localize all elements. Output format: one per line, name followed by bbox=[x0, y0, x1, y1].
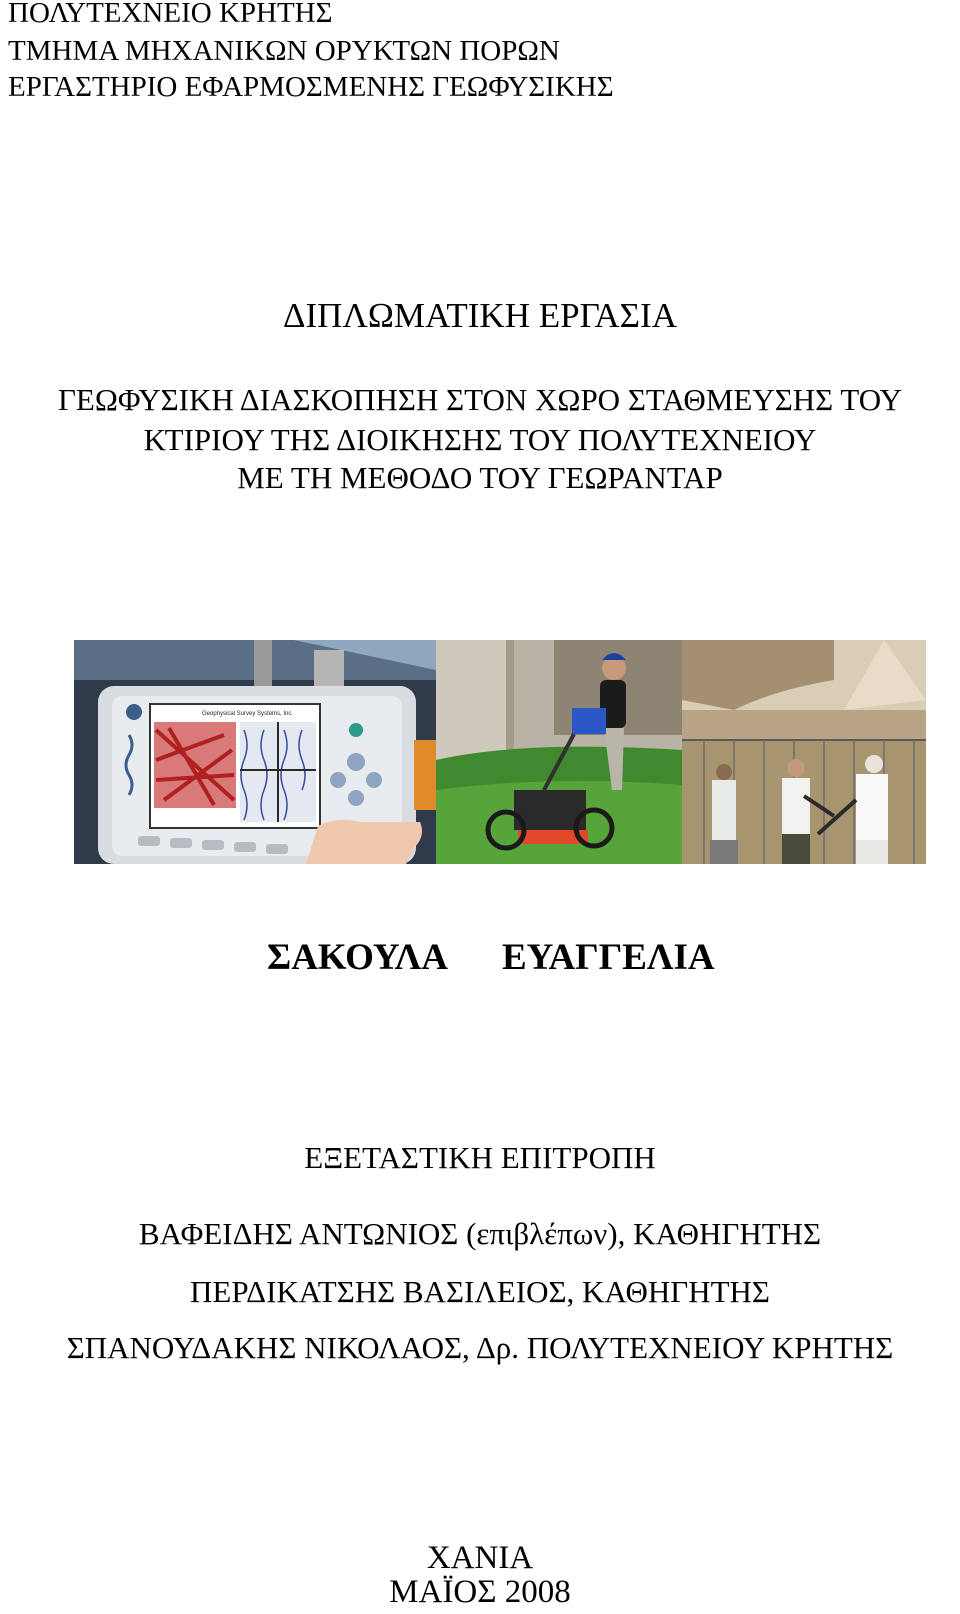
thesis-title-line-1: ΓΕΩΦΥΣΙΚΗ ΔΙΑΣΚΟΠΗΣΗ ΣΤΟΝ ΧΩΡΟ ΣΤΑΘΜΕΥΣΗΣ ΤΟΥ bbox=[58, 382, 902, 417]
committee-heading: ΕΞΕΤΑΣΤΙΚΗ ΕΠΙΤΡΟΠΗ bbox=[304, 1140, 656, 1175]
committee-member-2: ΠΕΡΔΙΚΑΤΣΗΣ ΒΑΣΙΛΕΙΟΣ, ΚΑΘΗΓΗΤΗΣ bbox=[190, 1274, 770, 1309]
thesis-type: ΔΙΠΛΩΜΑΤΙΚΗ ΕΡΓΑΣΙΑ bbox=[283, 296, 677, 335]
laboratory-name: ΕΡΓΑΣΤΗΡΙΟ ΕΦΑΡΜΟΣΜΕΝΗΣ ΓΕΩΦΥΣΙΚΗΣ bbox=[8, 71, 614, 103]
city: ΧΑΝΙΑ bbox=[426, 1540, 534, 1576]
committee-member-1: ΒΑΦΕΙΔΗΣ ΑΝΤΩΝΙΟΣ (επιβλέπων), ΚΑΘΗΓΗΤΗΣ bbox=[138, 1216, 822, 1251]
gpr-cart-field-photo bbox=[436, 640, 682, 864]
author-surname: ΣΑΚΟΥΛΑ bbox=[267, 937, 448, 978]
thesis-title-line-2: ΚΤΙΡΙΟΥ ΤΗΣ ΔΙΟΙΚΗΣΗΣ ΤΟΥ ΠΟΛΥΤΕΧΝΕΙΟΥ bbox=[143, 422, 817, 457]
author-given-name: ΕΥΑΓΓΕΛΙΑ bbox=[502, 937, 715, 978]
gpr-survey-sphinx-photo bbox=[682, 640, 926, 864]
university-name: ΠΟΛΥΤΕΧΝΕΙΟ ΚΡΗΤΗΣ bbox=[8, 0, 333, 29]
gpr-display-caption: Geophysical Survey Systems, Inc. bbox=[202, 711, 294, 717]
cover-photo-strip bbox=[74, 640, 926, 864]
department-name: ΤΜΗΜΑ ΜΗΧΑΝΙΚΩΝ ΟΡΥΚΤΩΝ ΠΟΡΩΝ bbox=[8, 35, 560, 67]
date: ΜΑΪΟΣ 2008 bbox=[389, 1574, 571, 1610]
gpr-control-unit-photo bbox=[74, 640, 436, 864]
committee-member-3: ΣΠΑΝΟΥΔΑΚΗΣ ΝΙΚΟΛΑΟΣ, Δρ. ΠΟΛΥΤΕΧΝΕΙΟΥ ΚΡΗΤΗΣ bbox=[66, 1330, 894, 1365]
thesis-title-line-3: ΜΕ ΤΗ ΜΕΘΟΔΟ ΤΟΥ ΓΕΩΡΑΝΤΑΡ bbox=[237, 460, 723, 495]
